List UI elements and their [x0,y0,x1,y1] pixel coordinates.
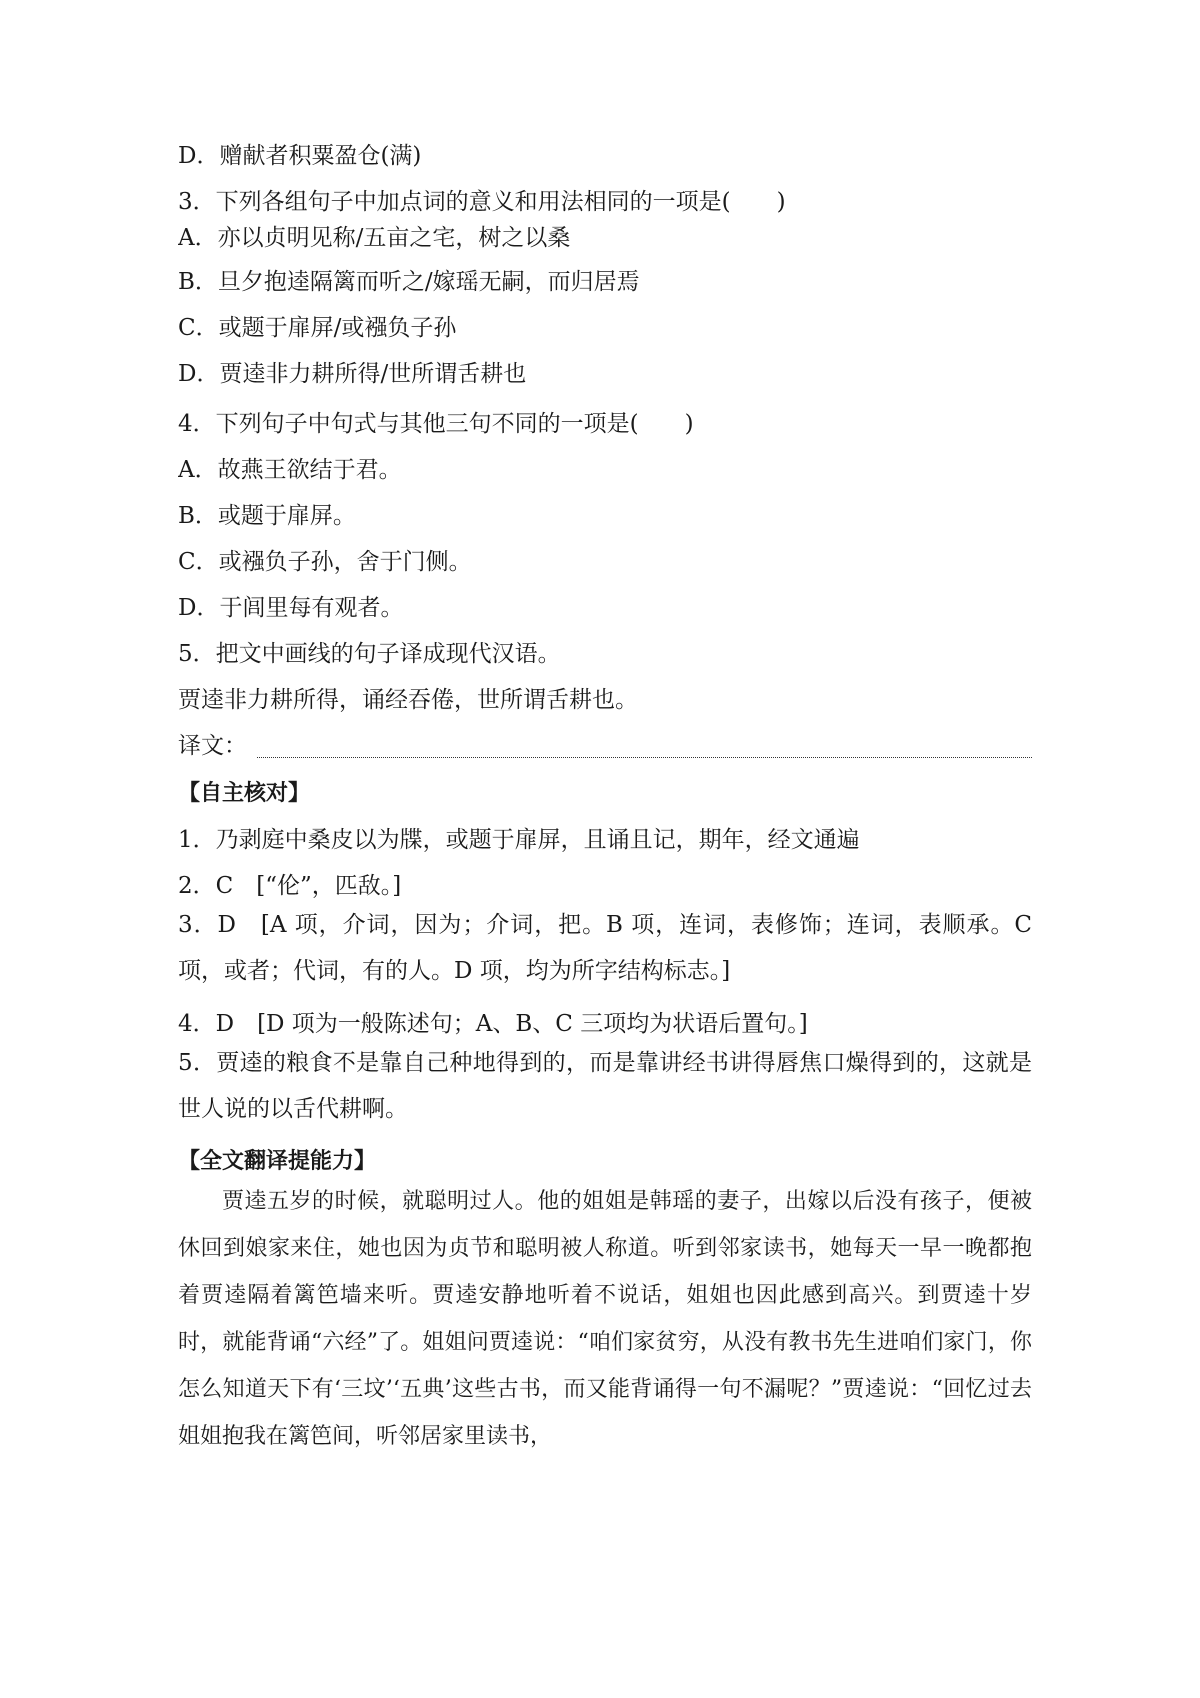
q3-option-d: D．贾逵非力耕所得/世所谓舌耕也 [178,358,526,390]
emphasis-dot-char: 而 [356,266,379,298]
q4-option-c: C．或襁负子孙，舍于门侧。 [178,549,472,575]
self-check-heading: 【自主核对】 [178,781,311,806]
answer-4: 4．D [D 项为一般陈述句；A、B、C 三项均为状语后置句。] [178,1011,808,1037]
emphasis-dot-char: 以 [524,222,547,254]
q5-sentence: 贾逵非力耕所得，诵经吞倦，世所谓舌耕也。 [178,687,638,713]
emphasis-dot-char: 而 [548,266,571,298]
q4-option-d: D．于闾里每有观者。 [178,595,404,621]
translation-paragraph: 贾逵五岁的时候，就聪明过人。他的姐姐是韩瑶的妻子，出嫁以后没有孩子，便被休回到娘家来住，她也因为贞节和聪明被人称道。听到邻家读书，她每天一早一晚都抱着贾逵隔着篱笆墙来听。贾逵安静地听着不说话，姐姐也因此感到高兴。到贾逵十岁时，就能背诵“六经”了。姐姐问贾逵说：“咱们家贫穷，从没有教书先生进咱们家门，你怎么知道天下有‘三坟’‘五典’这些古书，而又能背诵得一句不漏呢？”贾逵说：“回忆过去姐姐抱我在篱笆间，听邻居家里读书， [178,1189,1032,1449]
answer-3: 3．D [A 项，介词，因为；介词，把。B 项，连词，表修饰；连词，表顺承。C 项，或者；代词，有的人。D 项，均为所字结构标志。] [178,912,1032,984]
q4-stem: 4．下列句子中句式与其他三句不同的一项是( ) [178,411,694,437]
emphasis-dot-char: 以 [241,222,264,254]
answer-1: 1．乃剥庭中桑皮以为牒，或题于扉屏，且诵且记，期年，经文通遍 [178,827,860,853]
translation-heading: 【全文翻译提能力】 [178,1149,377,1174]
answer-blank[interactable] [257,756,1032,758]
answer-5: 5．贾逵的粮食不是靠自己种地得到的，而是靠讲经书讲得唇焦口燥得到的，这就是世人说的以舌代耕啊。 [178,1050,1032,1122]
answer-2: 2．C [“伦”，匹敌。] [178,873,402,899]
q5-answer-line [178,730,1032,762]
q3-option-b: B．旦夕抱逵隔篱而听之/嫁瑶无嗣，而归居焉 [178,266,640,298]
emphasis-dot-char: 所 [411,358,434,390]
emphasis-dot-char: 盈 [334,140,357,172]
emphasis-dot-char: 或 [219,312,242,344]
translation-label: 译文： [178,733,247,759]
q2-option-d: D．赠献者积粟盈仓(满) [178,140,421,172]
q5-stem: 5．把文中画线的句子译成现代汉语。 [178,641,561,667]
emphasis-dot-char: 所 [334,358,357,390]
q3-stem: 3．下列各组句子中加点词的意义和用法相同的一项是( ) [178,189,786,215]
emphasis-dot-char: 或 [341,312,364,344]
q3-option-a: A．亦以贞明见称/五亩之宅，树之以桑 [178,222,570,254]
q3-option-c: C．或题于扉屏/或襁负子孙 [178,312,456,344]
q4-option-a: A．故燕王欲结于君。 [178,457,402,483]
q4-option-b: B．或题于扉屏。 [178,503,356,529]
